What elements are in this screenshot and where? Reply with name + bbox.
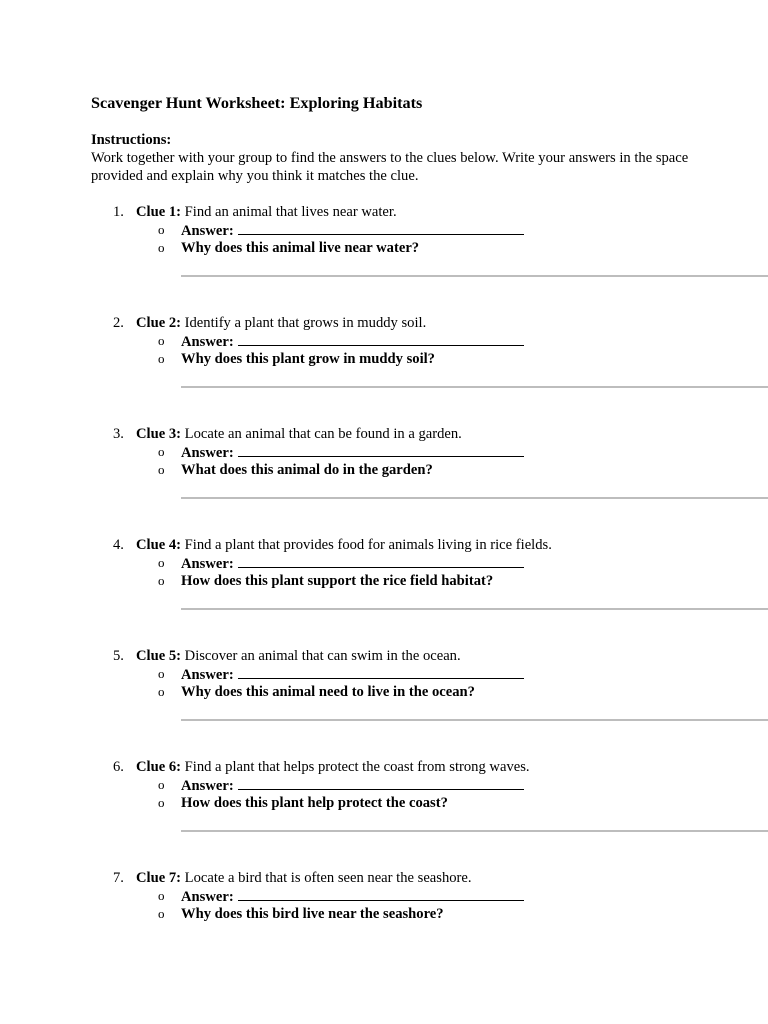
explanation-question: Why does this bird live near the seashore? [181,906,444,922]
clue-text: Find a plant that helps protect the coast from strong waves. [181,759,530,775]
clue-line [136,425,462,443]
clue-number: 6. [113,759,124,775]
bullet-icon: o [158,573,165,588]
explanation-writing-line[interactable] [181,830,768,832]
explanation-question: How does this plant help protect the coast? [181,795,448,811]
answer-row [0,554,768,572]
answer-label: Answer: [181,223,234,239]
explanation-writing-line[interactable] [181,275,768,277]
clue-label: Clue 6: [136,759,181,775]
instructions-heading: Instructions: [91,132,172,148]
answer-row [0,776,768,794]
explanation-writing-line[interactable] [181,608,768,610]
explanation-writing-line[interactable] [181,719,768,721]
explanation-question: Why does this plant grow in muddy soil? [181,351,435,367]
explanation-question: How does this plant support the rice field habitat? [181,573,494,589]
clue-line [136,647,461,665]
explanation-question: Why does this animal live near water? [181,240,420,256]
clue-number: 4. [113,537,124,553]
answer-blank-line[interactable] [238,887,524,901]
answer-field[interactable] [181,443,524,462]
answer-field[interactable] [181,554,524,573]
answer-label: Answer: [181,334,234,350]
clue-item-1 [0,203,768,293]
question-row [0,461,768,479]
answer-field[interactable] [181,221,524,240]
clue-item-7 [0,869,768,959]
bullet-icon: o [158,333,165,348]
clue-item-3 [0,425,768,515]
clue-line [136,758,530,776]
answer-field[interactable] [181,332,524,351]
bullet-icon: o [158,888,165,903]
clue-text: Find an animal that lives near water. [181,204,397,220]
explanation-writing-line[interactable] [181,386,768,388]
clue-text: Locate an animal that can be found in a garden. [181,426,462,442]
answer-blank-line[interactable] [238,221,524,235]
clue-text: Locate a bird that is often seen near the seashore. [181,870,472,886]
answer-row [0,221,768,239]
clue-item-6 [0,758,768,848]
clue-text: Discover an animal that can swim in the ocean. [181,648,461,664]
answer-label: Answer: [181,667,234,683]
answer-field[interactable] [181,665,524,684]
question-row [0,239,768,257]
clue-label: Clue 3: [136,426,181,442]
answer-blank-line[interactable] [238,554,524,568]
answer-row [0,443,768,461]
explanation-question: What does this animal do in the garden? [181,462,433,478]
page-title: Scavenger Hunt Worksheet: Exploring Habitats [91,94,423,112]
answer-field[interactable] [181,776,524,795]
clue-item-4 [0,536,768,626]
bullet-icon: o [158,795,165,810]
clue-label: Clue 1: [136,204,181,220]
answer-blank-line[interactable] [238,665,524,679]
bullet-icon: o [158,906,165,921]
answer-label: Answer: [181,778,234,794]
bullet-icon: o [158,462,165,477]
bullet-icon: o [158,666,165,681]
clue-number: 1. [113,204,124,220]
clue-text: Find a plant that provides food for animals living in rice fields. [181,537,552,553]
explanation-writing-line[interactable] [181,497,768,499]
question-row [0,350,768,368]
bullet-icon: o [158,684,165,699]
bullet-icon: o [158,555,165,570]
answer-row [0,665,768,683]
clue-number: 3. [113,426,124,442]
clue-line [136,536,552,554]
clue-label: Clue 2: [136,315,181,331]
instructions-text: Work together with your group to find the answers to the clues below. Write your answers in the space provided and explain why you think it matches the clue. [91,150,689,184]
explanation-question: Why does this animal need to live in the ocean? [181,684,475,700]
clue-item-2 [0,314,768,404]
clue-label: Clue 7: [136,870,181,886]
clue-text: Identify a plant that grows in muddy soil. [181,315,427,331]
answer-row [0,887,768,905]
question-row [0,905,768,923]
bullet-icon: o [158,351,165,366]
clue-line [136,869,472,887]
answer-blank-line[interactable] [238,776,524,790]
clue-line [136,203,397,221]
answer-field[interactable] [181,887,524,906]
bullet-icon: o [158,777,165,792]
clue-label: Clue 5: [136,648,181,664]
answer-label: Answer: [181,556,234,572]
question-row [0,572,768,590]
bullet-icon: o [158,222,165,237]
question-row [0,683,768,701]
bullet-icon: o [158,444,165,459]
clue-line [136,314,426,332]
clue-label: Clue 4: [136,537,181,553]
question-row [0,794,768,812]
answer-blank-line[interactable] [238,443,524,457]
answer-row [0,332,768,350]
bullet-icon: o [158,240,165,255]
answer-label: Answer: [181,889,234,905]
answer-blank-line[interactable] [238,332,524,346]
answer-label: Answer: [181,445,234,461]
clue-number: 7. [113,870,124,886]
clue-number: 5. [113,648,124,664]
clue-item-5 [0,647,768,737]
clue-number: 2. [113,315,124,331]
